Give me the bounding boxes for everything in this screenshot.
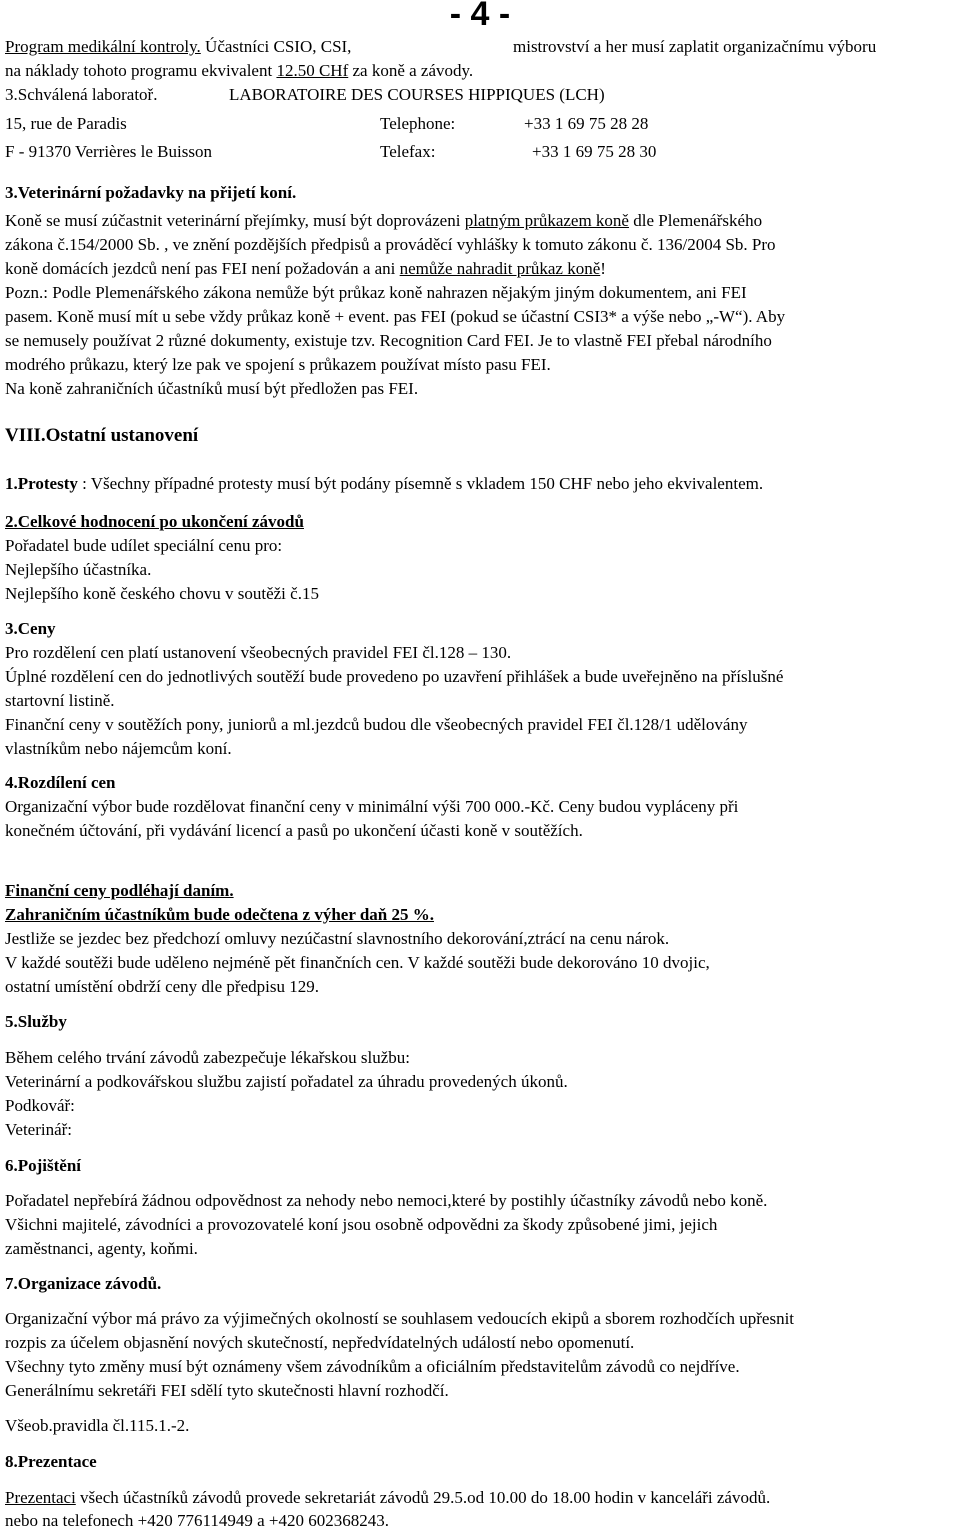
telefax-value: +33 1 69 75 28 30 xyxy=(532,142,657,161)
services-heading: 5.Služby xyxy=(5,1012,67,1031)
note-line-1: Pozn.: Podle Plemenářského zákona nemůže být průkaz koně nahrazen nějakým jiným dokumentem, ani FEI xyxy=(5,283,747,302)
exclamation-text: ! xyxy=(600,259,606,278)
presentation-heading: 8.Prezentace xyxy=(5,1452,97,1471)
participants-text: Účastníci CSIO, CSI, xyxy=(200,37,352,56)
telephone-value: +33 1 69 75 28 28 xyxy=(524,114,649,133)
prizes-line-1: Pro rozdělení cen platí ustanovení všeobecných pravidel FEI čl.128 – 130. xyxy=(5,643,512,662)
financial-prizes-line-2: ostatní umístění obdrží ceny dle předpisu 129. xyxy=(5,977,319,996)
laboratory-city: F - 91370 Verrières le Buisson xyxy=(5,142,212,161)
note-line-2: pasem. Koně musí mít u sebe vždy průkaz koně + event. pas FEI (pokud se účastní CSI3* a výše nebo „-W“). Aby xyxy=(5,307,786,326)
telefax-label: Telefax: xyxy=(380,142,436,161)
domestic-riders-text: koně domácích jezdců není pas FEI není požadován a ani xyxy=(5,259,400,278)
medical-program-cost-line xyxy=(5,60,473,82)
insurance-heading: 6.Pojištění xyxy=(5,1156,82,1175)
prizes-line-5: vlastníkům nebo nájemcům koní. xyxy=(5,739,232,758)
cost-suffix: za koně a závody. xyxy=(348,61,474,80)
presentation-text: všech účastníků závodů provede sekretariát závodů 29.5.od 10.00 do 18.00 hodin v kanceláři závodů. xyxy=(75,1488,771,1507)
prizes-line-4: Finanční ceny v soutěžích pony, juniorů a ml.jezdců budou dle všeobecných pravidel FEI čl.128/1 udělovány xyxy=(5,715,748,734)
insurance-line-3: zaměstnanci, agenty, koňmi. xyxy=(5,1239,198,1258)
financial-prizes-line-1: V každé soutěži bude uděleno nejméně pět finančních cen. V každé soutěži bude dekorováno 10 dvojic, xyxy=(5,953,710,972)
medical-service-line: Během celého trvání závodů zabezpečuje lékařskou službu: xyxy=(5,1048,410,1067)
valid-passport-text: platným průkazem koně xyxy=(464,211,629,230)
farrier-label: Podkovář: xyxy=(5,1096,75,1115)
prize-distribution-heading: 4.Rozdílení cen xyxy=(5,773,116,792)
cost-amount: 12.50 CHf xyxy=(276,61,349,80)
prizes-line-3: startovní listině. xyxy=(5,691,115,710)
veterinary-line-2: zákona č.154/2000 Sb. , ve znění pozdějších předpisů a prováděcí vyhlášky k tomuto zákonu č. 136/2004 Sb. Pro xyxy=(5,235,776,254)
decoration-line: Jestliže se jezdec bez předchozí omluvy nezúčastní slavnostního dekorování,ztrácí na cenu nárok. xyxy=(5,929,670,948)
organization-line-2: rozpis za účelem objasnění nových skutečností, nepředvídatelných událostí nebo opomenutí. xyxy=(5,1333,635,1352)
veterinary-text-end: dle Plemenářského xyxy=(628,211,763,230)
organization-line-3: Všechny tyto změny musí být oznámeny všem závodníkům a oficiálním představitelům závodů co nejdříve. xyxy=(5,1357,740,1376)
veterinary-service-line: Veterinární a podkovářskou službu zajistí pořadatel za úhradu provedených úkonů. xyxy=(5,1072,568,1091)
note-line-4: modrého průkazu, který lze pak ve spojení s průkazem používat místo pasu FEI. xyxy=(5,355,551,374)
laboratory-name: LABORATOIRE DES COURSES HIPPIQUES (LCH) xyxy=(229,85,605,104)
foreign-tax-heading: Zahraničním účastníkům bude odečtena z výher daň 25 %. xyxy=(5,905,434,924)
best-participant-line: Nejlepšího účastníka. xyxy=(5,560,152,579)
organization-line-4: Generálnímu sekretáři FEI sdělí tyto skutečnosti hlavní rozhodčí. xyxy=(5,1381,449,1400)
cost-text: na náklady tohoto programu ekvivalent xyxy=(5,61,277,80)
presentation-phone-line: nebo na telefonech +420 776114949 a +420 602368243. xyxy=(5,1511,389,1530)
special-prize-line: Pořadatel bude udílet speciální cenu pro: xyxy=(5,536,283,555)
overall-evaluation-heading: 2.Celkové hodnocení po ukončení závodů xyxy=(5,512,304,531)
insurance-line-2: Všichni majitelé, závodníci a provozovatelé koní jsou osobně odpovědni za škody způsobené jimi, jejich xyxy=(5,1215,718,1234)
medical-program-line xyxy=(5,36,351,58)
insurance-line-1: Pořadatel nepřebírá žádnou odpovědnost za nehody nebo nemoci,které by postihly účastníky závodů nebo koně. xyxy=(5,1191,768,1210)
veterinary-line-3 xyxy=(5,258,606,280)
prizes-heading: 3.Ceny xyxy=(5,619,56,638)
page-number: - 4 - xyxy=(449,0,511,33)
taxes-heading: Finanční ceny podléhají daním. xyxy=(5,881,234,900)
prizes-line-2: Úplné rozdělení cen do jednotlivých soutěží bude provedeno po uzavření přihlášek a bude uveřejněno na příslušné xyxy=(5,667,784,686)
note-line-3: se nemusely používat 2 různé dokumenty, existuje tzv. Recognition Card FEI. Je to vlastně FEI přebal národního xyxy=(5,331,772,350)
presentation-line-1 xyxy=(5,1487,770,1509)
protests-line xyxy=(5,473,763,495)
veterinarian-label: Veterinář: xyxy=(5,1120,73,1139)
foreign-horses-line: Na koně zahraničních účastníků musí být předložen pas FEI. xyxy=(5,379,419,398)
organization-line-1: Organizační výbor má právo za výjimečných okolností se souhlasem vedoucích ekipů a sborem rozhodčích upřesnit xyxy=(5,1309,795,1328)
laboratory-street: 15, rue de Paradis xyxy=(5,114,127,133)
veterinary-text: Koně se musí zúčastnit veterinární přejímky, musí být doprovázeni xyxy=(5,211,465,230)
cannot-replace-text: nemůže nahradit průkaz koně xyxy=(399,259,601,278)
best-czech-horse-line: Nejlepšího koně českého chovu v soutěži č.15 xyxy=(5,584,319,603)
laboratory-heading: 3.Schválená laboratoř. xyxy=(5,85,158,104)
veterinary-line-1 xyxy=(5,210,762,232)
medical-program-continuation: mistrovství a her musí zaplatit organizačnímu výboru xyxy=(513,37,877,56)
prize-distribution-line-1: Organizační výbor bude rozdělovat finanční ceny v minimální výši 700 000.-Kč. Ceny budou vypláceny při xyxy=(5,797,739,816)
organization-heading: 7.Organizace závodů. xyxy=(5,1274,162,1293)
rules-reference-line: Všeob.pravidla čl.115.1.-2. xyxy=(5,1416,190,1435)
section-viii-heading: VIII.Ostatní ustanovení xyxy=(5,425,199,446)
veterinary-heading: 3.Veterinární požadavky na přijetí koní. xyxy=(5,183,297,202)
protests-heading: 1.Protesty xyxy=(5,474,78,493)
medical-program-heading: Program medikální kontroly. xyxy=(5,37,201,56)
protests-text: : Všechny případné protesty musí být podány písemně s vkladem 150 CHF nebo jeho ekvivalentem. xyxy=(77,474,764,493)
prize-distribution-line-2: konečném účtování, při vydávání licencí a pasů po ukončení účasti koně v soutěžích. xyxy=(5,821,583,840)
telephone-label: Telephone: xyxy=(380,114,456,133)
presentation-term: Prezentaci xyxy=(5,1488,76,1507)
